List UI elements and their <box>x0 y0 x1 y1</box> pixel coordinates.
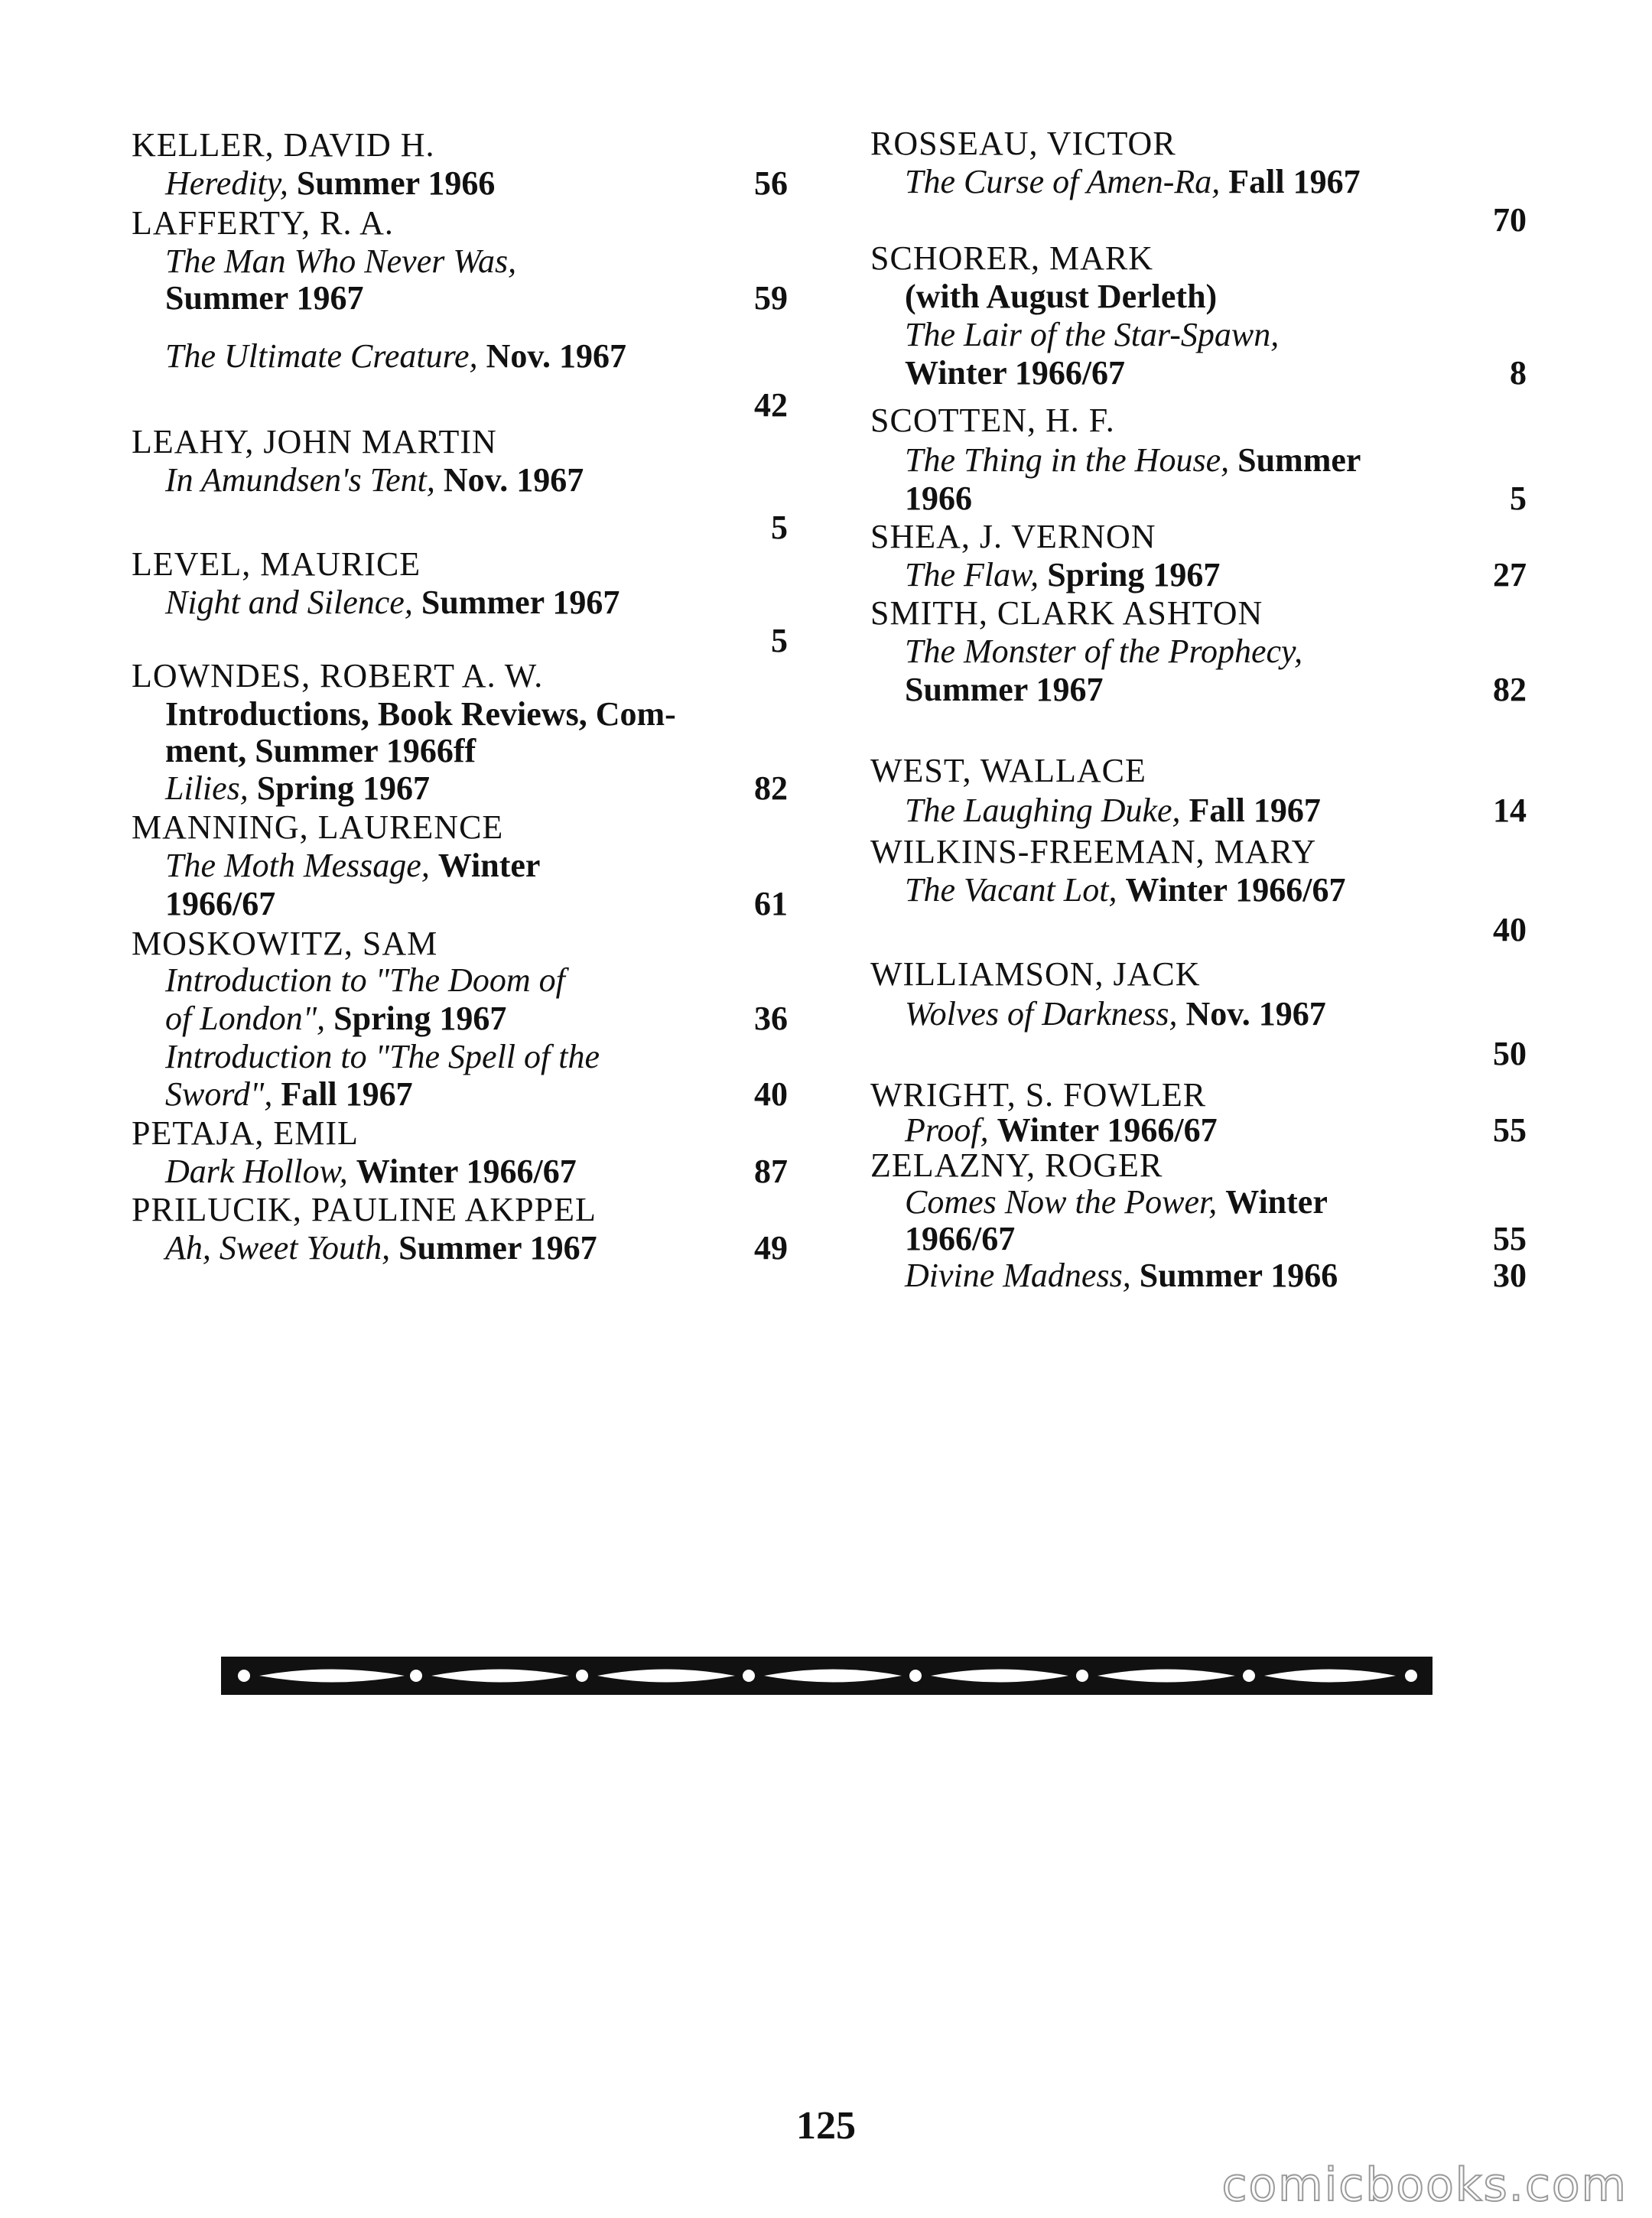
story-title: The Moth Message, <box>165 847 430 884</box>
author-name: LOWNDES, ROBERT A. W. <box>132 657 544 694</box>
story-title: Divine Madness, <box>905 1257 1131 1294</box>
page-ref: 40 <box>754 1075 788 1113</box>
page-ref: 59 <box>754 279 788 317</box>
page-ref: 61 <box>754 885 788 922</box>
story-title: The Man Who Never Was, <box>165 242 517 280</box>
issue-date: Nov. 1967 <box>486 337 626 375</box>
issue-date: Winter 1966/67 <box>997 1111 1218 1149</box>
story-title: The Vacant Lot, <box>905 871 1117 909</box>
issue-date: Nov. 1967 <box>443 461 584 499</box>
page-ref: 40 <box>1493 911 1527 948</box>
index-entry <box>905 632 1302 672</box>
story-title: Introduction to "The Doom of <box>165 961 565 999</box>
story-title: Comes Now the Power, <box>905 1183 1218 1221</box>
page-ref: 70 <box>1493 201 1527 239</box>
page-number: 125 <box>796 2104 856 2148</box>
index-entry <box>905 479 972 519</box>
author-name: SMITH, CLARK ASHTON <box>870 594 1263 632</box>
page-ref: 5 <box>1510 480 1527 517</box>
index-entry <box>905 994 1326 1034</box>
index-entry <box>905 441 1361 480</box>
issue-date: Spring 1967 <box>256 769 430 807</box>
index-entry <box>905 670 1104 710</box>
story-title: Sword", <box>165 1075 273 1113</box>
index-entry <box>905 162 1361 202</box>
author-name: KELLER, DAVID H. <box>132 126 435 164</box>
index-entry <box>905 277 1217 317</box>
entry-note: (with August Derleth) <box>905 278 1218 315</box>
page-ref: 82 <box>1493 671 1527 708</box>
watermark-logo: comicbooks.com <box>1221 2158 1628 2212</box>
index-entry <box>905 1182 1328 1222</box>
issue-date: Winter <box>437 847 541 884</box>
story-title: The Curse of Amen-Ra, <box>905 163 1221 200</box>
entry-note: ment, Summer 1966ff <box>165 732 476 769</box>
page-ref: 55 <box>1493 1111 1527 1149</box>
page-ref: 55 <box>1493 1220 1527 1257</box>
author-name: SCOTTEN, H. F. <box>870 402 1115 439</box>
index-entry <box>905 1256 1338 1296</box>
index-entry <box>905 315 1279 355</box>
entry-note: Introductions, Book Reviews, Com- <box>165 695 676 733</box>
page-ref: 27 <box>1493 556 1527 594</box>
author-name: LEAHY, JOHN MARTIN <box>132 423 497 460</box>
issue-date: Summer 1966 <box>1139 1257 1338 1294</box>
story-title: The Lair of the Star-Spawn, <box>905 316 1280 353</box>
issue-date: 1966 <box>905 480 972 517</box>
author-name: PETAJA, EMIL <box>132 1114 359 1152</box>
index-entry <box>905 791 1321 831</box>
index-entry <box>905 555 1220 595</box>
issue-date: Summer 1966 <box>296 164 496 202</box>
page-ref: 56 <box>754 164 788 202</box>
page-ref: 82 <box>754 769 788 807</box>
index-entry <box>905 1111 1218 1150</box>
story-title: Wolves of Darkness, <box>905 995 1178 1033</box>
issue-date: Summer 1967 <box>421 584 620 621</box>
story-title: Introduction to "The Spell of the <box>165 1038 600 1075</box>
ornamental-divider <box>221 1657 1432 1695</box>
issue-date: Summer 1967 <box>398 1229 597 1267</box>
story-title: In Amundsen's Tent, <box>165 461 435 499</box>
story-title: Heredity, <box>165 164 288 202</box>
story-title: Night and Silence, <box>165 584 413 621</box>
author-name: PRILUCIK, PAULINE AKPPEL <box>132 1191 597 1228</box>
issue-date: Winter <box>1225 1183 1328 1221</box>
page-ref: 50 <box>1493 1035 1527 1072</box>
page-ref: 87 <box>754 1153 788 1190</box>
index-entry <box>905 1219 1015 1259</box>
author-name: MOSKOWITZ, SAM <box>132 925 438 962</box>
story-title: The Laughing Duke, <box>905 792 1181 829</box>
issue-date: Summer 1967 <box>165 279 364 317</box>
page-ref: 42 <box>754 386 788 424</box>
story-title: The Monster of the Prophecy, <box>905 633 1303 670</box>
author-name: LEVEL, MAURICE <box>132 545 421 583</box>
page-ref: 5 <box>771 509 788 546</box>
story-title: Ah, Sweet Youth, <box>165 1229 391 1267</box>
author-name: WRIGHT, S. FOWLER <box>870 1076 1207 1114</box>
author-name: WEST, WALLACE <box>870 752 1146 789</box>
author-name: ZELAZNY, ROGER <box>870 1146 1163 1184</box>
story-title: Dark Hollow, <box>165 1153 348 1190</box>
author-name: LAFFERTY, R. A. <box>132 204 394 242</box>
page-ref: 49 <box>754 1229 788 1267</box>
issue-date: Spring 1967 <box>1047 556 1221 594</box>
story-title: of London", <box>165 1000 326 1037</box>
story-title: The Flaw, <box>905 556 1039 594</box>
issue-date: Summer <box>1237 441 1361 479</box>
author-name: SHEA, J. VERNON <box>870 518 1156 555</box>
issue-date: Winter 1966/67 <box>356 1153 577 1190</box>
issue-date: Winter 1966/67 <box>1125 871 1346 909</box>
author-name: MANNING, LAURENCE <box>132 808 504 846</box>
author-name: ROSSEAU, VICTOR <box>870 125 1176 162</box>
author-name: WILLIAMSON, JACK <box>870 955 1201 993</box>
issue-date: 1966/67 <box>165 885 276 922</box>
page-ref: 14 <box>1493 792 1527 829</box>
index-entry <box>905 353 1125 393</box>
issue-date: Spring 1967 <box>333 1000 507 1037</box>
author-name: SCHORER, MARK <box>870 239 1153 277</box>
issue-date: Fall 1967 <box>1228 163 1361 200</box>
index-entry <box>905 870 1346 910</box>
story-title: The Thing in the House, <box>905 441 1230 479</box>
issue-date: 1966/67 <box>905 1220 1016 1257</box>
story-title: Lilies, <box>165 769 249 807</box>
page-ref: 36 <box>754 1000 788 1037</box>
issue-date: Nov. 1967 <box>1185 995 1326 1033</box>
issue-date: Fall 1967 <box>1189 792 1321 829</box>
page-ref: 30 <box>1493 1257 1527 1294</box>
story-title: Proof, <box>905 1111 989 1149</box>
page-ref: 5 <box>771 622 788 659</box>
story-title: The Ultimate Creature, <box>165 337 478 375</box>
author-name: WILKINS-FREEMAN, MARY <box>870 833 1317 870</box>
page-ref: 8 <box>1510 354 1527 392</box>
issue-date: Fall 1967 <box>281 1075 413 1113</box>
issue-date: Winter 1966/67 <box>905 354 1126 392</box>
issue-date: Summer 1967 <box>905 671 1104 708</box>
